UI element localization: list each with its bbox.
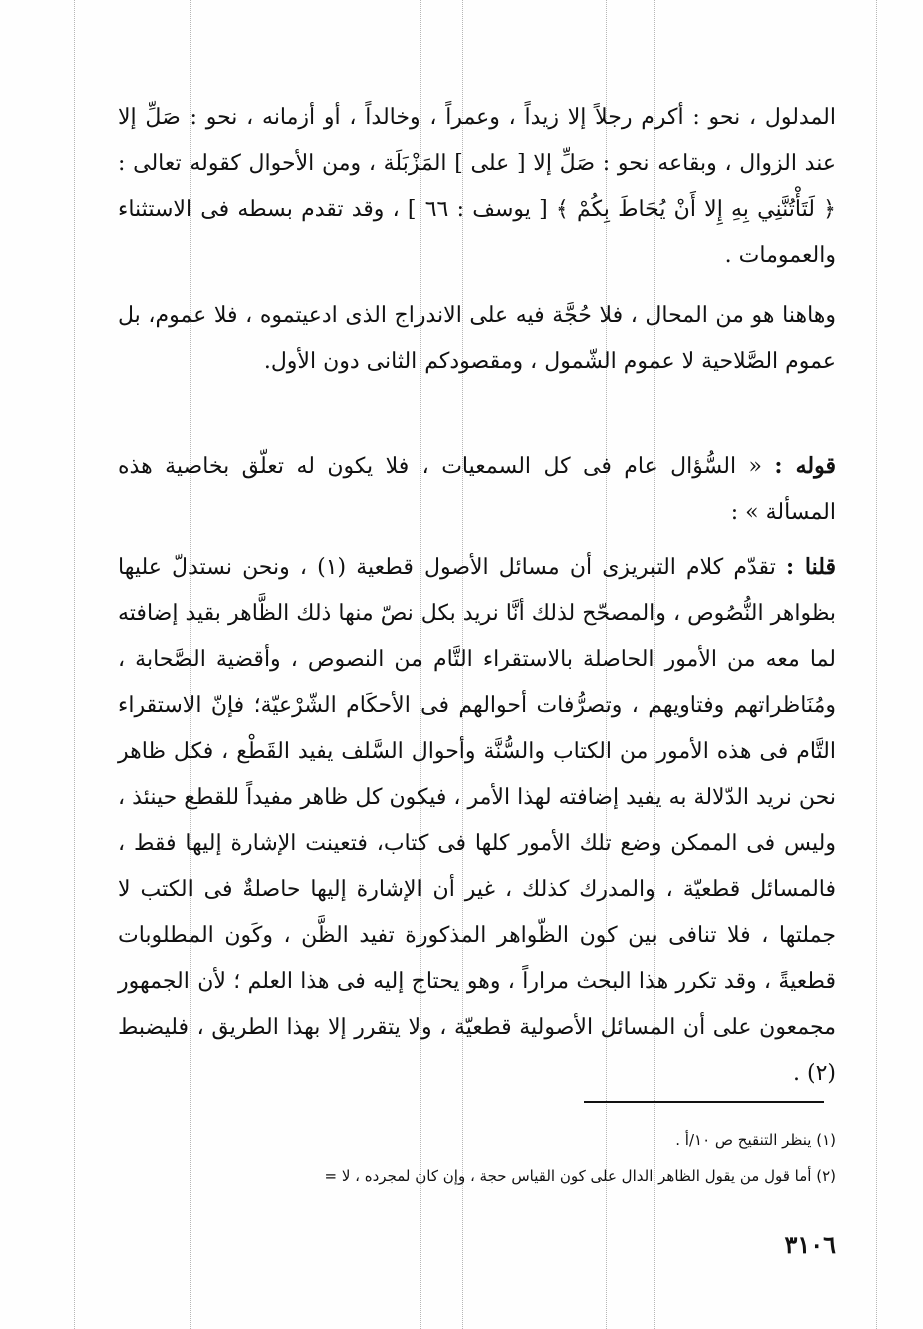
paragraph-text: وهاهنا هو من المحال ، فلا حُجَّة فيه على الاندراج الذى ادعيتموه ، فلا عموم، بل عموم الصَّلاحية لا عموم الشّمول ، ومقصودكم الثانى دون الأول.: [118, 303, 836, 374]
footnote-separator: [584, 1101, 824, 1103]
paragraph-text: « السُّؤال عام فى كل السمعيات ، فلا يكون له تعلّق بخاصية هذه المسألة » :: [118, 454, 836, 525]
footnote-1: (١) ينظر التنقيح ص ١٠/أ .: [675, 1131, 836, 1149]
paragraph-3: [118, 443, 836, 536]
paragraph-4: [118, 544, 836, 1097]
footnote-2: (٢) أما قول من يقول الظاهر الدال على كون القياس حجة ، وإن كان لمجرده ، لا =: [324, 1167, 836, 1185]
paragraph-1: [118, 95, 836, 279]
paragraph-lead-word: قلنا :: [785, 554, 837, 580]
scan-guide-line: [74, 0, 75, 1329]
footnotes: [118, 1122, 836, 1194]
paragraph-text: المدلول ، نحو : أكرم رجلاً إلا زيداً ، وعمراً ، وخالداً ، أو أزمانه ، نحو : صَلِّ إلا عند الزوال ، وبقاعه نحو : صَلِّ إلا [ على ] المَزْبَلَة ، ومن الأحوال كقوله تعالى : ﴿ لَتَأْتُنَّنِي بِهِ إِلا أَنْ يُحَاطَ بِكُمْ ﴾ [ يوسف : ٦٦ ] ، وقد تقدم بسطه فى الاستثناء والعمومات .: [118, 105, 837, 268]
scan-guide-line: [876, 0, 877, 1329]
paragraph-2: [118, 293, 836, 385]
paragraph-lead-word: قوله :: [774, 453, 836, 479]
paragraph-text: تقدّم كلام التبريزى أن مسائل الأصول قطعية (١) ، ونحن نستدلّ عليها بظواهر النُّصُوص ، والمصحّح لذلك أنَّا نريد بكل نصّ منها ذلك الظَّاهر بقيد إضافته لما معه من الأمور الحاصلة بالاستقراء التَّام من النصوص ، وأقضية الصَّحابة ، ومُنَاظراتهم وفتاويهم ، وتصرُّفات أحوالهم فى الأحكَام الشّرْعيّة؛ فإنّ الاستقراء التَّام فى هذه الأمور من الكتاب والسُّنَّة وأحوال السَّلف يفيد القَطْع ، فكل ظاهر نحن نريد الدّلالة به يفيد إضافته لهذا الأمر ، فيكون كل ظاهر مفيداً للقطع حينئذ ، وليس فى الممكن وضع تلك الأمور كلها فى كتاب، فتعينت الإشارة إليها فقط ، فالمسائل قطعيّة ، والمدرك كذلك ، غير أن الإشارة إليها حاصلةٌ فى الكتب لا جملتها ، فلا تنافى بين كون الظّواهر المذكورة تفيد الظَّن ، وكَون المطلوبات قطعيةً ، وقد تكرر هذا البحث مراراً ، وهو يحتاج إليه فى هذا العلم ؛ لأن الجمهور مجمعون على أن المسائل الأصولية قطعيّة ، ولا يتقرر إلا بهذا الطريق ، فليضبط (٢) .: [118, 555, 836, 1086]
page-number: ٣١٠٦: [784, 1230, 836, 1259]
